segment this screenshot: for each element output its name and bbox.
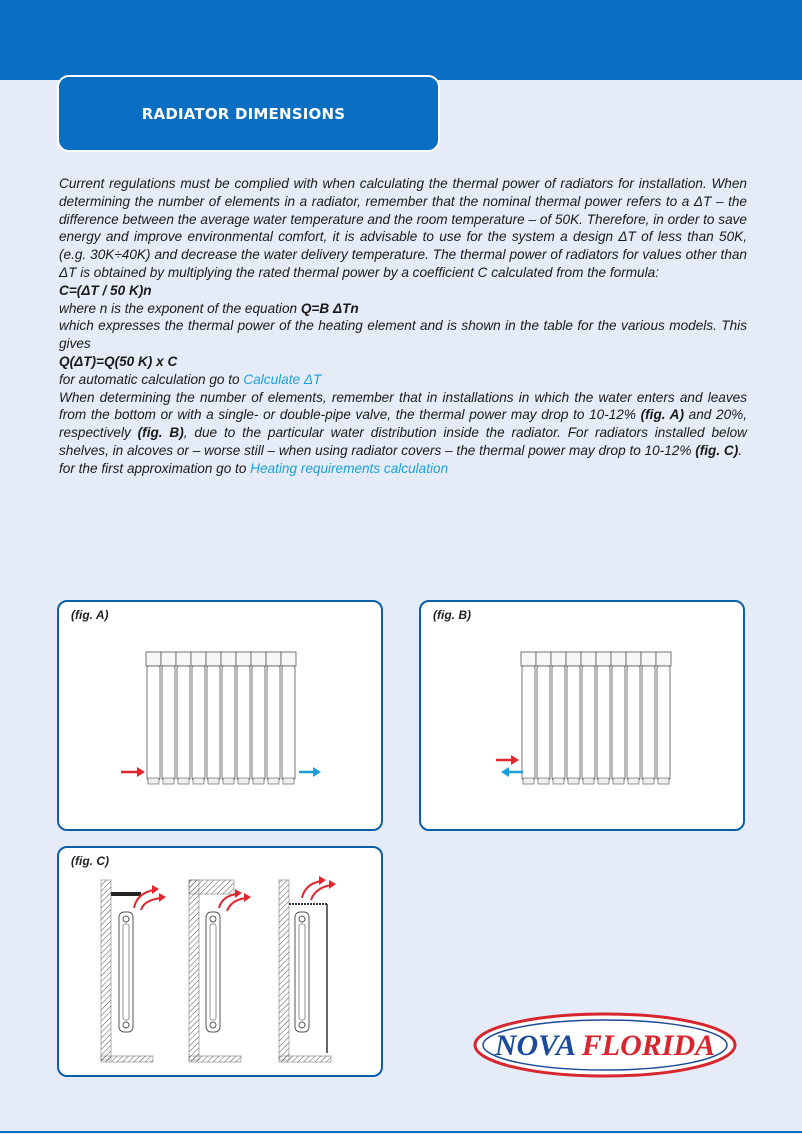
radiator-element-foot <box>613 778 624 784</box>
radiator-side-part <box>295 912 309 1032</box>
radiator-side-part <box>123 916 129 922</box>
radiator-element-foot <box>658 778 669 784</box>
auto-calc-text: for automatic calculation go to <box>59 371 244 387</box>
heating-requirements-link[interactable]: Heating requirements calculation <box>250 460 449 476</box>
radiator-element <box>222 666 235 780</box>
radiator-element-foot <box>208 778 219 784</box>
elements-text-c: , due to the particular water distribution inside the radiator. For radiators installed below shelves, in alcoves or – worse still – when using radiator covers – the thermal power may drop to 10-12% <box>59 425 747 458</box>
radiator-element <box>237 666 250 780</box>
radiator-element-top <box>191 652 206 666</box>
fig-b-ref: (fig. B) <box>137 425 184 441</box>
figure-c <box>57 846 383 1077</box>
radiator-element <box>657 666 670 780</box>
radiator-element-top <box>146 652 161 666</box>
inlet-arrow-icon <box>121 767 145 777</box>
radiator-element-foot <box>538 778 549 784</box>
intro-paragraph: Current regulations must be complied with when calculating the thermal power of radiators for installation. When determining the number of elements in a radiator, remember that the nominal thermal power refers to a ΔT – the difference between the average water temperature and the room temperature – of 50K. Therefore, in order to save energy and improve environmental comfort, it is advisable to use for the system a design ΔT of less than 50K, (e.g. 30K÷40K) and decrease the water delivery temperature. The thermal power of radiators for values other than ΔT is obtained by multiplying the rated thermal power by a coefficient C calculated from the formula: <box>59 176 747 280</box>
radiator-side-part <box>123 1022 129 1028</box>
radiator-element <box>267 666 280 780</box>
section-header <box>57 75 440 152</box>
radiator-element-foot <box>583 778 594 784</box>
radiator-element-top <box>536 652 551 666</box>
radiator-element-foot <box>193 778 204 784</box>
radiator-element-top <box>221 652 236 666</box>
radiator-element-top <box>551 652 566 666</box>
radiator-element-foot <box>598 778 609 784</box>
radiator-element <box>567 666 580 780</box>
radiator-side-icon <box>206 912 220 1032</box>
where-text: where n is the exponent of the equation <box>59 300 301 316</box>
equation: Q=B ΔTn <box>300 300 359 316</box>
radiator-icon <box>146 652 296 784</box>
radiator-element-foot <box>253 778 264 784</box>
radiator-element-foot <box>568 778 579 784</box>
installation-diagram <box>59 848 385 1079</box>
radiator-element <box>177 666 190 780</box>
calculate-delta-t-link[interactable]: Calculate ΔT <box>243 371 322 387</box>
elements-text-b: and 20%, respectively <box>59 407 747 441</box>
radiator-element <box>627 666 640 780</box>
radiator-element-foot <box>553 778 564 784</box>
radiator-element-top <box>206 652 221 666</box>
radiator-side-icon <box>295 912 309 1032</box>
outlet-arrow-icon <box>299 767 321 777</box>
radiator-element-top <box>281 652 296 666</box>
radiator-element <box>522 666 535 780</box>
radiator-side-part <box>119 912 133 1032</box>
radiator-element-top <box>161 652 176 666</box>
radiator-element-top <box>641 652 656 666</box>
radiator-element <box>252 666 265 780</box>
radiator-element-foot <box>163 778 174 784</box>
figure-c-label: (fig. C) <box>71 854 109 868</box>
radiator-element-top <box>581 652 596 666</box>
radiator-element <box>162 666 175 780</box>
first-approx-line <box>59 460 747 478</box>
radiator-element <box>582 666 595 780</box>
radiator-element-top <box>521 652 536 666</box>
where-line <box>59 300 747 318</box>
alcove-scene <box>189 880 251 1062</box>
figure-a <box>57 600 383 831</box>
fig-a-ref: (fig. A) <box>640 407 685 423</box>
radiator-cover-scene <box>279 876 336 1062</box>
radiator-element-foot <box>268 778 279 784</box>
radiator-side-part <box>299 1022 305 1028</box>
logo-text: NOVA FLORIDA <box>494 1029 716 1062</box>
radiator-a-diagram <box>59 602 385 833</box>
elements-text-a: When determining the number of elements, remember that in installations in which the water enters and leaves from the bottom or with a single- or double-pipe valve, the thermal power may drop to 10-12% <box>59 389 747 423</box>
outlet-arrow-icon <box>501 767 523 777</box>
radiator-icon <box>521 652 671 784</box>
figure-b-label: (fig. B) <box>433 608 471 622</box>
formula-c: C=(ΔT / 50 K)n <box>59 282 152 298</box>
radiator-side-icon <box>119 912 133 1032</box>
elements-paragraph <box>59 389 747 460</box>
radiator-element-foot <box>178 778 189 784</box>
inlet-arrow-icon <box>496 755 519 765</box>
radiator-element-top <box>251 652 266 666</box>
radiator-element-foot <box>238 778 249 784</box>
radiator-element <box>597 666 610 780</box>
radiator-element <box>612 666 625 780</box>
nova-florida-logo <box>470 1010 740 1084</box>
radiator-element-top <box>566 652 581 666</box>
radiator-element-top <box>626 652 641 666</box>
radiator-element-top <box>176 652 191 666</box>
radiator-side-part <box>210 1022 216 1028</box>
radiator-element-foot <box>148 778 159 784</box>
equation-paragraph: which expresses the thermal power of the heating element and is shown in the table for the various models. This gives <box>59 318 747 352</box>
radiator-element-foot <box>628 778 639 784</box>
radiator-element-foot <box>223 778 234 784</box>
fig-c-ref: (fig. C) <box>695 442 739 458</box>
radiator-element <box>537 666 550 780</box>
radiator-side-part <box>210 916 216 922</box>
page-title: RADIATOR DIMENSIONS <box>141 104 346 123</box>
top-band <box>0 0 802 80</box>
figure-a-label: (fig. A) <box>71 608 109 622</box>
radiator-element-top <box>611 652 626 666</box>
radiator-side-part <box>206 912 220 1032</box>
radiator-element <box>282 666 295 780</box>
body-text <box>59 175 747 478</box>
elements-text-d: . <box>738 442 743 458</box>
radiator-element-foot <box>643 778 654 784</box>
radiator-element-foot <box>283 778 294 784</box>
figure-b <box>419 600 745 831</box>
radiator-element-top <box>266 652 281 666</box>
shelf-scene <box>101 880 166 1062</box>
bottom-rule <box>0 1131 802 1133</box>
radiator-element <box>147 666 160 780</box>
auto-calc-line <box>59 371 747 389</box>
radiator-element-foot <box>523 778 534 784</box>
first-approx-text: for the first approximation go to <box>59 460 251 476</box>
radiator-element <box>192 666 205 780</box>
radiator-element-top <box>596 652 611 666</box>
radiator-element <box>642 666 655 780</box>
formula-q: Q(ΔT)=Q(50 K) x C <box>59 353 178 369</box>
radiator-element-top <box>656 652 671 666</box>
radiator-b-diagram <box>421 602 747 833</box>
radiator-element <box>207 666 220 780</box>
radiator-element-top <box>236 652 251 666</box>
radiator-side-part <box>299 916 305 922</box>
radiator-element <box>552 666 565 780</box>
